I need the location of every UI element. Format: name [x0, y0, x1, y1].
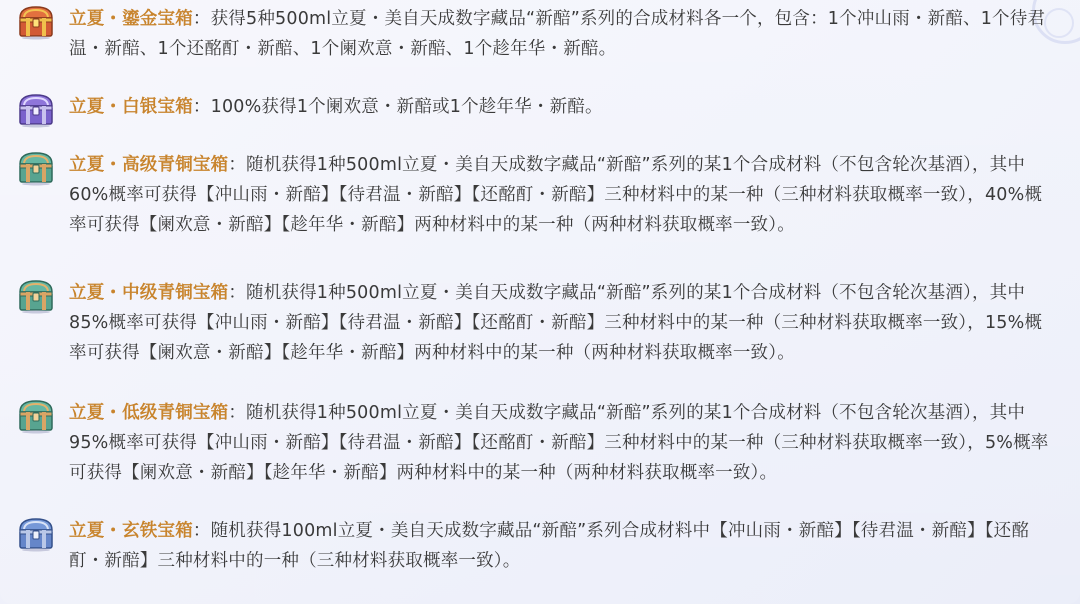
bronze-chest-icon	[16, 398, 56, 434]
chest-title: 立夏・白银宝箱	[69, 97, 193, 117]
gold-chest-icon	[16, 4, 56, 40]
silver-chest-icon	[16, 92, 56, 128]
iron-chest-icon	[16, 516, 56, 552]
chest-entry-text	[69, 516, 1054, 576]
chest-title: 立夏・低级青铜宝箱	[69, 403, 229, 423]
chest-title: 立夏・中级青铜宝箱	[69, 283, 229, 303]
chest-title: 立夏・鎏金宝箱	[69, 9, 193, 29]
chest-entry-text	[69, 278, 1054, 368]
chest-title: 立夏・玄铁宝箱	[69, 521, 193, 541]
chest-description: ：100%获得1个阑欢意・新醅或1个趁年华・新醅。	[192, 97, 603, 117]
bronze-chest-icon	[16, 278, 56, 314]
chest-description: ：随机获得1种500ml立夏・美自天成数字藏品“新醅”系列的某1个合成材料（不包含轮次基酒），其中95%概率可获得【冲山雨・新醅】【待君温・新醅】【还酩酊・新醅】三种材料中的某一种（三种材料获取概率一致），5%概率可获得【阑欢意・新醅】【趁年华・新醅】两种材料中的某一种（两种材料获取概率一致）。	[69, 403, 1049, 483]
chest-title: 立夏・高级青铜宝箱	[69, 155, 229, 175]
chest-entry-text	[69, 398, 1054, 488]
bronze-chest-icon	[16, 150, 56, 186]
chest-description: ：随机获得1种500ml立夏・美自天成数字藏品“新醅”系列的某1个合成材料（不包含轮次基酒），其中60%概率可获得【冲山雨・新醅】【待君温・新醅】【还酩酊・新醅】三种材料中的某一种（三种材料获取概率一致），40%概率可获得【阑欢意・新醅】【趁年华・新醅】两种材料中的某一种（两种材料获取概率一致）。	[69, 155, 1043, 235]
chest-description: ：随机获得1种500ml立夏・美自天成数字藏品“新醅”系列的某1个合成材料（不包含轮次基酒），其中85%概率可获得【冲山雨・新醅】【待君温・新醅】【还酩酊・新醅】三种材料中的某一种（三种材料获取概率一致），15%概率可获得【阑欢意・新醅】【趁年华・新醅】两种材料中的某一种（两种材料获取概率一致）。	[69, 283, 1043, 363]
chest-entry-text	[69, 92, 1054, 122]
chest-description: ：获得5种500ml立夏・美自天成数字藏品“新醅”系列的合成材料各一个，包含：1个冲山雨・新醅、1个待君温・新醅、1个还酩酊・新醅、1个阑欢意・新醅、1个趁年华・新醅。	[69, 9, 1046, 59]
chest-entry-text	[69, 4, 1054, 64]
chest-entry-text	[69, 150, 1054, 240]
chest-description: ：随机获得100ml立夏・美自天成数字藏品“新醅”系列合成材料中【冲山雨・新醅】【待君温・新醅】【还酩酊・新醅】三种材料中的一种（三种材料获取概率一致）。	[69, 521, 1030, 571]
